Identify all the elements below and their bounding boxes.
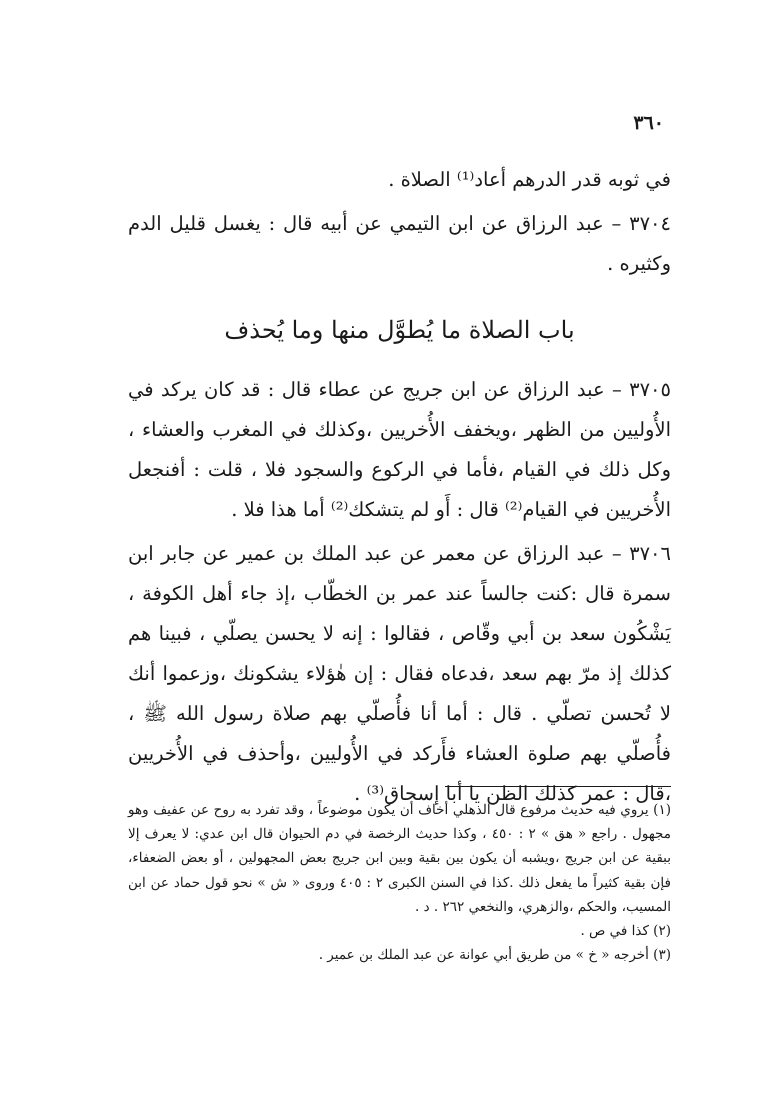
footnotes	[128, 798, 671, 967]
hadith-3706: ٣٧٠٦ – عبد الرزاق عن معمر عن عبد الملك بن عمير عن جابر ابن سمرة قال :كنت جالساً عند عمر بن الخطّاب ،إذ جاء أهل الكوفة ، يَشْكُون سعد بن أبي وقّاص ، فقالوا : إنه لا يحسن يصلّي ، فبينا هم كذلك إذ مرّ بهم سعد ،فدعاه فقال : إن هٰؤلاء يشكونك ،وزعموا أنك لا تُحسن تصلّي . قال : أما أنا فأُصلّي بهم صلاة رسول الله ﷺ ، فأُصلّي بهم صلوة العشاء فأَركد في الأُوليين ،وأحذف في الأُخريين ،قال : عمر كذلك الظن يا أبا إسحاق⁽³⁾ .	[128, 542, 671, 805]
main-text	[128, 160, 671, 814]
footnote-2: (٢) كذا في ص .	[580, 923, 671, 940]
footnote-3: (٣) أخرجه « خ » من طريق أبي عوانة عن عبد الملك بن عمير .	[318, 947, 671, 964]
page-number: ٣٦٠	[633, 112, 664, 134]
hadith-3705: ٣٧٠٥ – عبد الرزاق عن ابن جريج عن عطاء قال : قد كان يركد في الأُوليين من الظهر ،ويخفف الأُخريين ،وكذلك في المغرب والعشاء ، وكل ذلك في القيام ،فأما في الركوع والسجود فلا ، قلت : أفنجعل الأُخريين في القيام⁽²⁾ قال : أَو لم يتشكك⁽²⁾ أما هذا فلا .	[128, 378, 671, 521]
paragraph-continuation: في ثوبه قدر الدرهم أعاد⁽¹⁾ الصلاة .	[388, 168, 671, 191]
chapter-heading: باب الصلاة ما يُطوَّل منها وما يُحذف	[224, 316, 575, 344]
footnote-1: (١) يروي فيه حديث مرفوع قال الذهلي أخاف أن يكون موضوعاً ، وقد تفرد به روح عن عفيف وهو مجهول . راجع « هق » ٢ : ٤٥٠ ، وكذا حديث الرخصة في دم الحيوان قال ابن عدي: لا يعرف إلا ببقية عن ابن جريج ،ويشبه أن يكون بين بقية وبين ابن جريج بعض المجهولين ، أو بعض الضعفاء، فإن بقية كثيراً ما يفعل ذلك .كذا في السنن الكبرى ٢ : ٤٠٥ وروى « ش » نحو قول حماد عن ابن المسيب، والحكم ،والزهري، والنخعي ٢٦٢ . د .	[128, 802, 671, 915]
hadith-3704: ٣٧٠٤ – عبد الرزاق عن ابن التيمي عن أبيه قال : يغسل قليل الدم وكثيره .	[128, 212, 671, 275]
footnote-divider	[445, 786, 671, 787]
